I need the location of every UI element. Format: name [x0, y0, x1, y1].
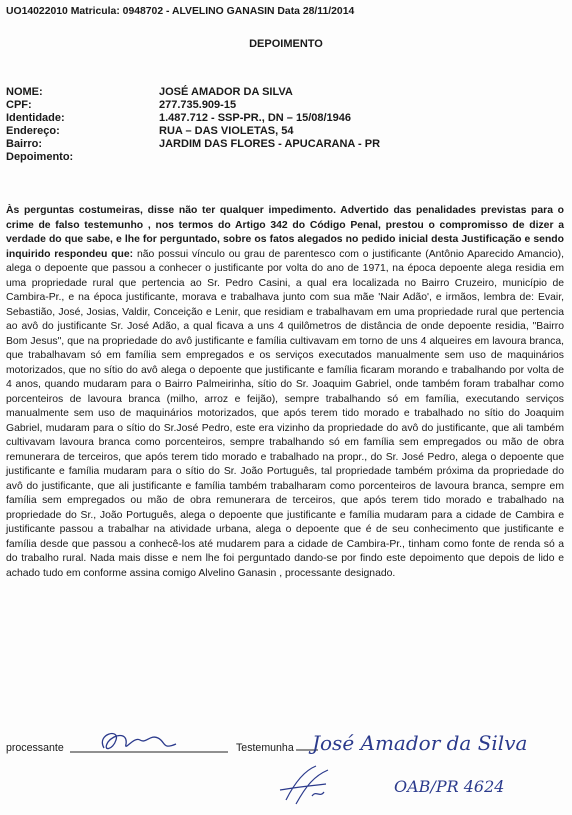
field-value: JARDIM DAS FLORES - APUCARANA - PR [159, 138, 381, 150]
stamp-initials [256, 760, 376, 815]
field-depoimento [6, 151, 159, 163]
field-identidade [6, 112, 351, 124]
processante-label: processante [6, 742, 64, 754]
field-value: JOSÉ AMADOR DA SILVA [159, 86, 293, 98]
field-value: RUA – DAS VIOLETAS, 54 [159, 125, 294, 137]
field-label: CPF: [6, 99, 32, 111]
oab-handwriting: OAB/PR 4624 [394, 777, 505, 796]
field-label: Depoimento: [6, 151, 74, 163]
field-label: NOME: [6, 86, 43, 98]
field-label: Endereço: [6, 125, 60, 137]
testimony-text: não possui vínculo ou grau de parentesco com o justificante (Antônio Aparecido Amancio), alega o depoente que passou a conhecer o justificante por volta do ano de 1971, na época depoente alega residia em uma propriedade rural que pertencia ao Sr. Pedro Casini, a qual era localizada no Bairro Cruzeiro, município de Cambira-Pr., e na época justificante, morava e trabalhava junto com sua mãe 'Nair Adão', e irmãos, lembra de: Evair, Sebastião, José, Josias, Valdir, Conceição e Lenir, que residiam e trabalhavam em uma propriedade rural que pertencia ao avô do justificante Sr. José Adão, a qual ficava a uns 4 quilômetros de distância de onde depoente residia, "Bairro Bom Jesus", que na propriedade do avô justificante e família cultivavam em torno de uns 4 alqueires em lavoura branca, que trabalhavam só em família sem empregados e os serviços executados manualmente sem uso de maquinários motorizados, que no sítio do avô alega o depoente que justificante e família ficaram morando e trabalhando por volta de 4 anos, quando mudaram para o Bairro Palmeirinha, sítio do Sr. Joaquim Gabriel, onde também foram trabalhar como porcenteiros de lavoura branca (milho, arroz e feijão), sempre trabalhando só em família, executando serviços manualmente sem uso de maquinários motorizados, que após terem tido morado e trabalhado no sítio do Joaquim Gabriel, mudaram para o sítio do Sr.José Pedro, este era vizinho da propriedade do avô do justificante, que ali também cultivavam lavoura branca como porcenteiros, sempre trabalhando só em família sem empregados ou mão de obra remunerara de terceiros, que após terem tido morado e trabalhado na propr., do Sr. José Pedro, alega o depoente que justificante e família mudaram para o sítio do Sr. João Português, tal propriedade também próxima da propriedade do avô do justificante, que ali justificante e família também trabalharam como porcenteiros de lavoura branca, sempre em família sem empregados ou mão de obra remunerara de terceiros, que após terem tido morado e trabalhado na propriedade do Sr., João Português, alega o depoente que justificante e família mudaram para a cidade de Cambira e justificante passou a trabalhar na atividade urbana, alega o depoente que é de seu conhecimento que justificante e família desde que passou a conhecê-los até mudarem para a cidade de Cambira-Pr., tinham como fonte de renda só a do trabalho rural. Nada mais disse e nem lhe foi perguntado dando-se por findo este depoimento que depois de lido e achado tudo em conforme assina comigo Alvelino Ganasin , processante designado. [6, 248, 564, 579]
field-endereco [6, 125, 293, 137]
field-label: Identidade: [6, 112, 65, 124]
field-bairro [6, 138, 380, 150]
field-cpf [6, 99, 236, 111]
testemunha-handwriting: José Amador da Silva [312, 731, 528, 755]
field-nome [6, 86, 293, 98]
testimony-preamble: Às perguntas costumeiras, disse não ter qualquer impedimento. Advertido das penalidades previstas para o crime de falso testemunho , nos termos do Artigo 342 do Código Penal, prestou o compromisso de dizer a verdade do que sabe, e lhe for perguntado, sobre os fatos alegados no pedido inicial desta Justificação e sendo inquirido respondeu que: [6, 205, 564, 260]
field-value: 277.735.909-15 [159, 99, 237, 111]
processante-signature [66, 726, 236, 760]
document-header: UO14022010 Matricula: 0948702 - ALVELINO GANASIN Data 28/11/2014 [6, 6, 355, 17]
testemunha-label: Testemunha [236, 742, 294, 754]
oab-note [390, 770, 540, 810]
field-label: Bairro: [6, 138, 43, 150]
testimony-body [6, 204, 564, 581]
document-title: DEPOIMENTO [249, 38, 323, 50]
testemunha-signature [296, 722, 568, 760]
field-value: 1.487.712 - SSP-PR., DN – 15/08/1946 [159, 112, 352, 124]
